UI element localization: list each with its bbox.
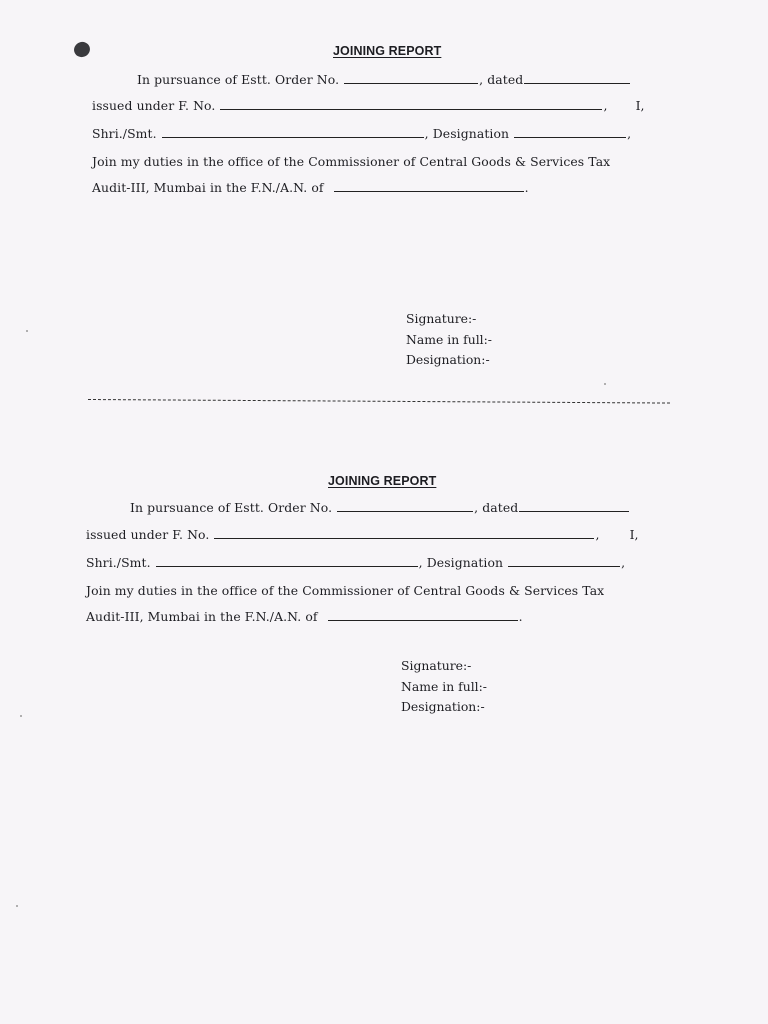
signature-label: Signature:- xyxy=(406,311,477,326)
name-blank[interactable] xyxy=(162,127,424,138)
dated-blank[interactable] xyxy=(519,501,629,512)
name-blank[interactable] xyxy=(156,556,418,567)
designation-blank[interactable] xyxy=(514,127,626,138)
form-1-line-duties: Join my duties in the office of the Commissioner of Central Goods & Services Tax xyxy=(92,154,611,169)
form-1-line-audit xyxy=(92,180,529,195)
shri-smt-label: Shri./Smt. xyxy=(86,555,151,570)
designation-comma: , xyxy=(627,126,632,141)
audit-period: . xyxy=(524,180,529,195)
form-2-line-file xyxy=(86,527,639,542)
audit-label: Audit-III, Mumbai in the F.N./A.N. of xyxy=(86,609,318,624)
order-no-label: In pursuance of Estt. Order No. xyxy=(137,72,340,87)
designation-comma: , xyxy=(621,555,626,570)
form-1-signature-block xyxy=(406,309,492,371)
pronoun-i: I, xyxy=(629,527,639,542)
form-2-line-audit xyxy=(86,609,523,624)
punch-hole-mark xyxy=(72,40,92,60)
file-no-comma: , xyxy=(595,527,600,542)
scan-speck xyxy=(20,715,22,717)
designation-blank[interactable] xyxy=(508,556,620,567)
designation-label: Designation:- xyxy=(406,352,490,367)
name-in-full-label: Name in full:- xyxy=(401,678,487,694)
scan-speck xyxy=(604,383,606,385)
form-2-title: JOINING REPORT xyxy=(328,474,437,488)
file-no-blank[interactable] xyxy=(220,99,602,110)
file-no-comma: , xyxy=(603,98,608,113)
file-no-label: issued under F. No. xyxy=(92,98,216,113)
fn-an-blank[interactable] xyxy=(334,181,524,192)
cut-line-divider xyxy=(88,399,670,404)
dated-label: , dated xyxy=(474,500,519,515)
pronoun-i: I, xyxy=(635,98,645,113)
form-1-line-order xyxy=(137,72,631,87)
scan-speck xyxy=(26,330,28,332)
order-no-blank[interactable] xyxy=(337,501,473,512)
designation-label: Designation:- xyxy=(401,699,485,714)
file-no-blank[interactable] xyxy=(214,528,594,539)
form-1-title: JOINING REPORT xyxy=(333,44,442,58)
scan-speck xyxy=(16,905,18,907)
form-1-line-file xyxy=(92,98,645,113)
order-no-label: In pursuance of Estt. Order No. xyxy=(130,500,333,515)
designation-inline-label: , Designation xyxy=(424,126,510,141)
order-no-blank[interactable] xyxy=(344,73,478,84)
audit-period: . xyxy=(518,609,523,624)
form-2-line-duties: Join my duties in the office of the Commissioner of Central Goods & Services Tax xyxy=(86,583,605,598)
designation-inline-label: , Designation xyxy=(418,555,504,570)
shri-smt-label: Shri./Smt. xyxy=(92,126,157,141)
form-2-line-name xyxy=(86,555,625,570)
signature-label: Signature:- xyxy=(401,658,472,673)
file-no-label: issued under F. No. xyxy=(86,527,210,542)
dated-label: , dated xyxy=(479,72,524,87)
form-2-line-order xyxy=(130,500,630,515)
audit-label: Audit-III, Mumbai in the F.N./A.N. of xyxy=(92,180,324,195)
name-in-full-label: Name in full:- xyxy=(406,331,492,347)
fn-an-blank[interactable] xyxy=(328,610,518,621)
form-2-signature-block xyxy=(401,656,487,718)
form-1-line-name xyxy=(92,126,631,141)
dated-blank[interactable] xyxy=(524,73,630,84)
